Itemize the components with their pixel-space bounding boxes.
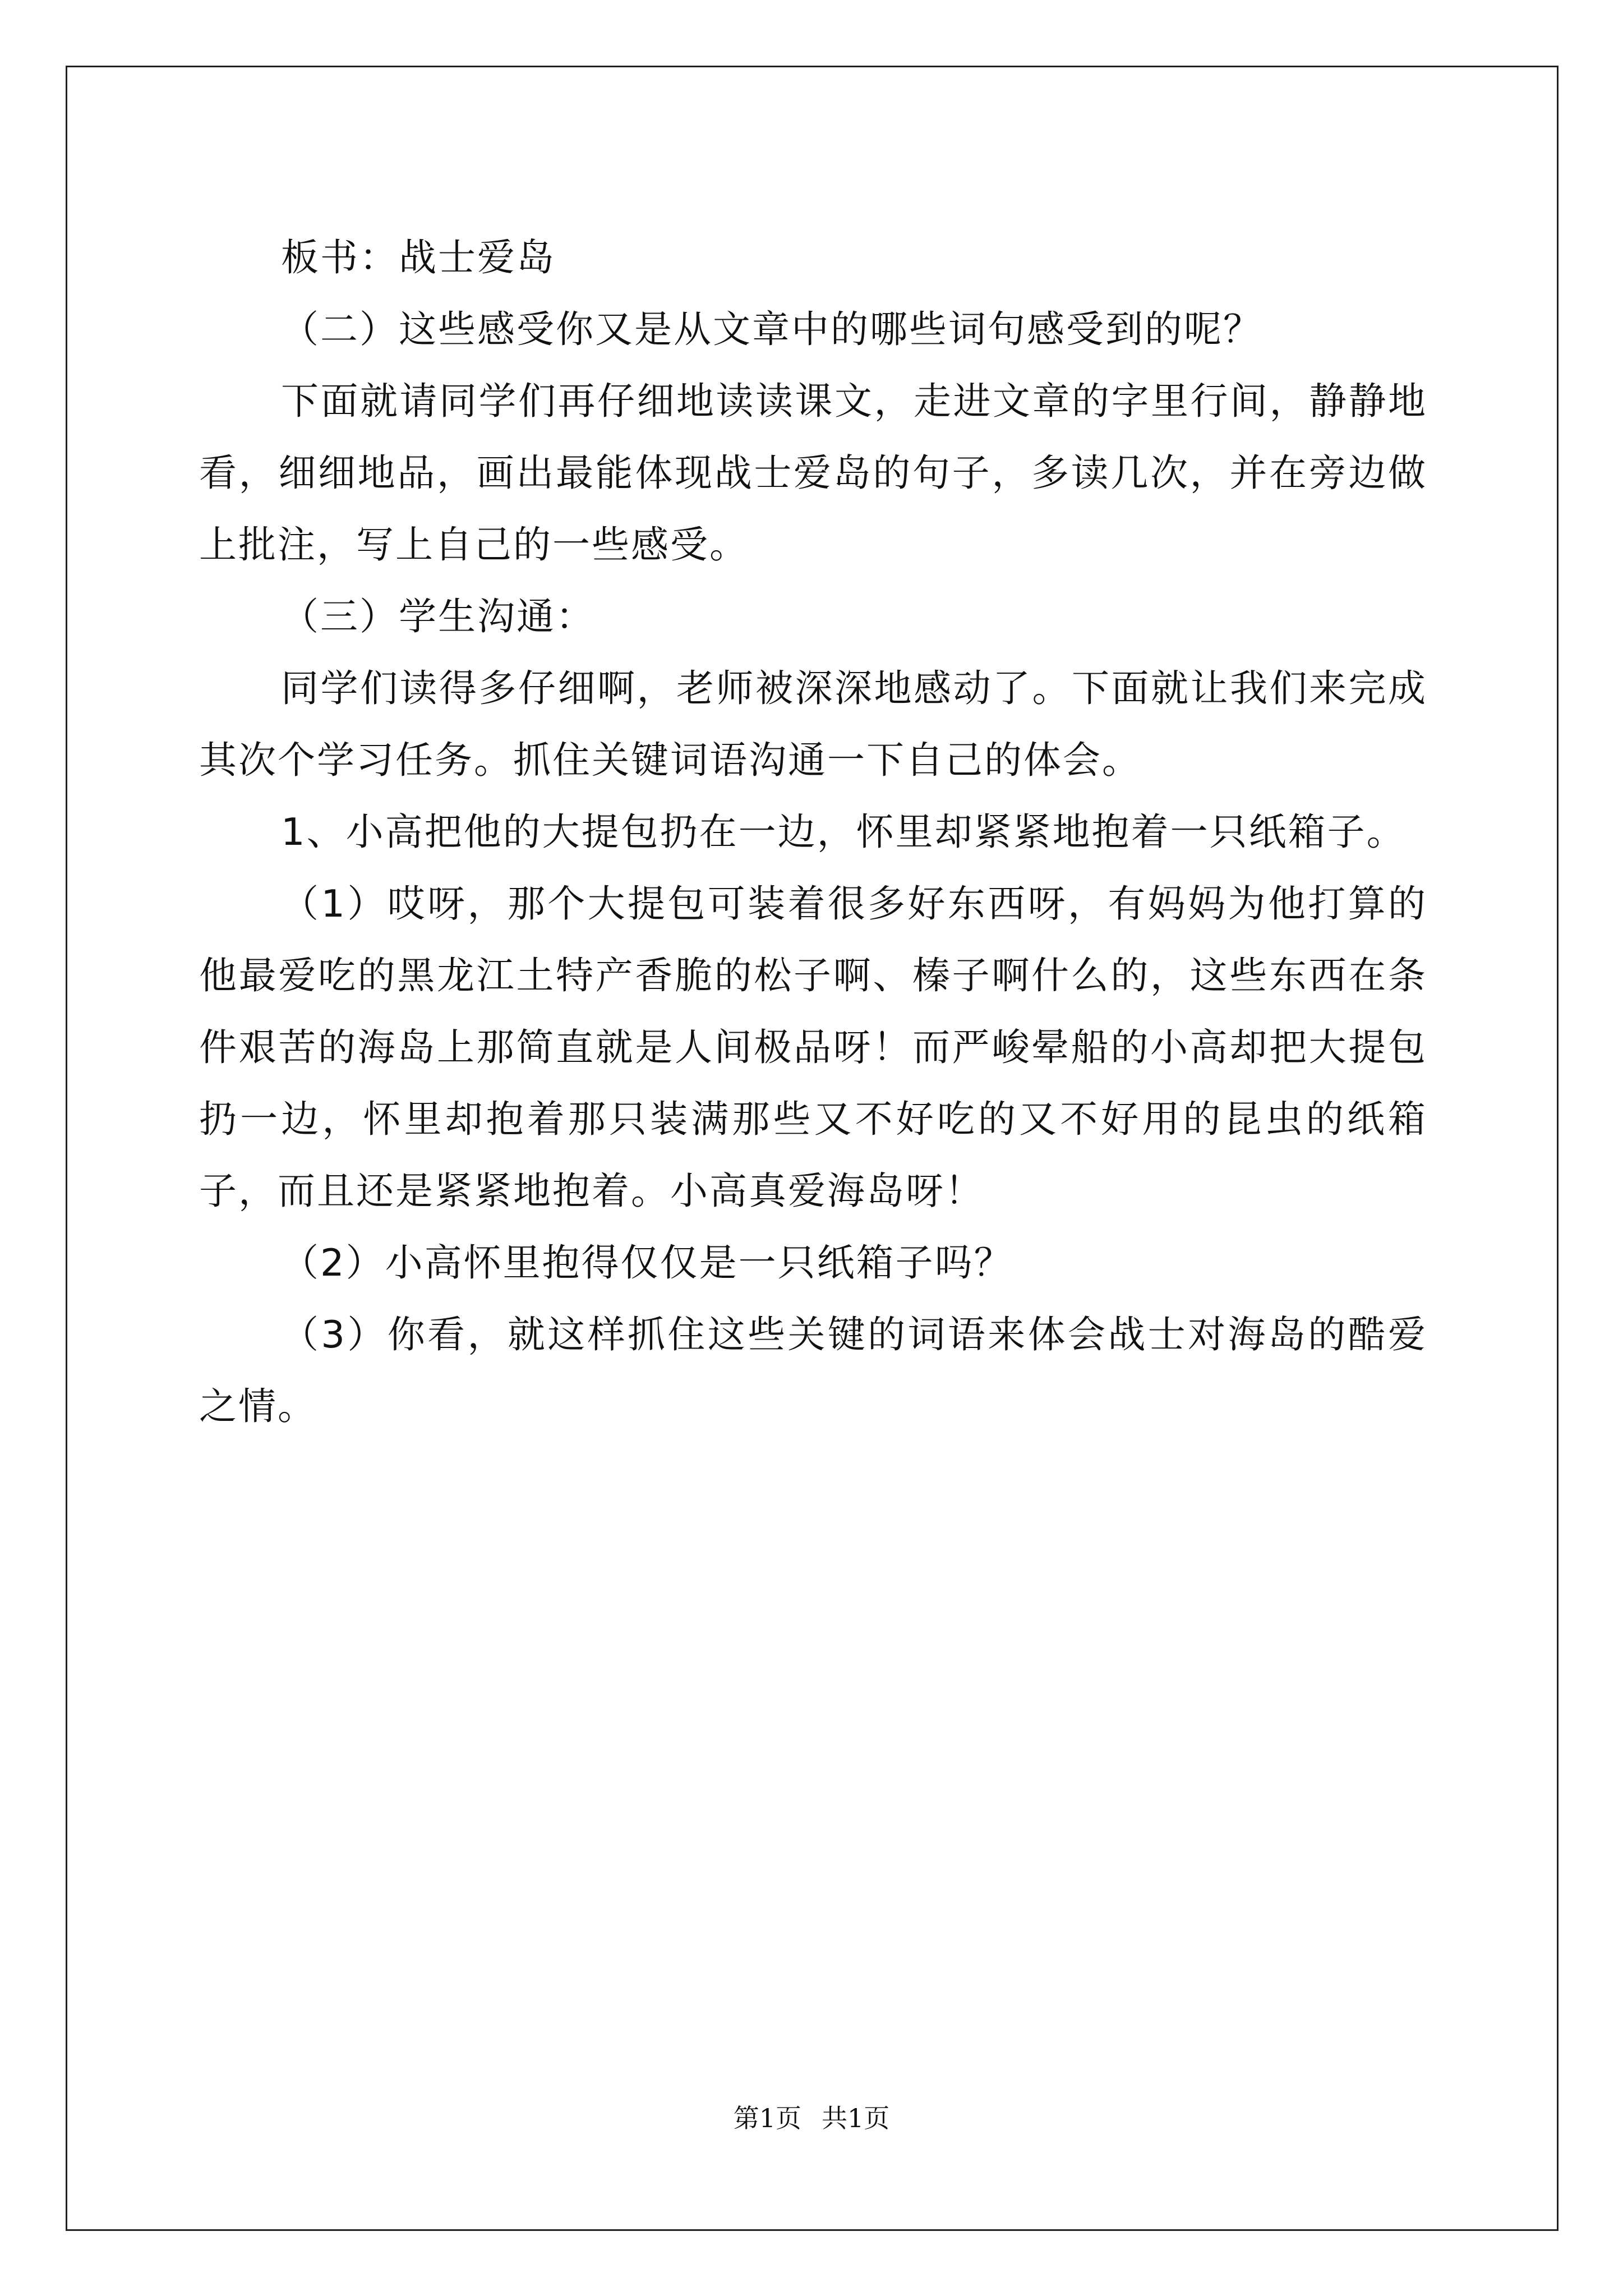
paragraph-point-one: （1）哎呀，那个大提包可装着很多好东西呀，有妈妈为他打算的他最爱吃的黑龙江土特产香脆的松子啊、榛子啊什么的，这些东西在条件艰苦的海岛上那简直就是人间极品呀！而严峻晕船的小高却把大提包扔一边，怀里却抱着那只装满那些又不好吃的又不好用的昆虫的纸箱子，而且还是紧紧地抱着。小高真爱海岛呀！	[199, 882, 1427, 1213]
paragraph-question-two: （二）这些感受你又是从文章中的哪些词句感受到的呢？	[281, 307, 1262, 351]
page-number-current: 第1页	[733, 2103, 801, 2133]
paragraph-point-two: （2）小高怀里抱得仅仅是一只纸箱子吗？	[281, 1241, 1013, 1285]
paragraph-sentence-one: 1、小高把他的大提包扔在一边，怀里却紧紧地抱着一只纸箱子。	[281, 810, 1406, 854]
paragraph-section-three: （三）学生沟通：	[281, 595, 595, 638]
paragraph-board-title: 板书：战士爱岛	[281, 236, 556, 279]
document-body	[199, 222, 1427, 1442]
paragraph-second-task: 同学们读得多仔细啊，老师被深深地感动了。下面就让我们来完成其次个学习任务。抓住关键词语沟通一下自己的体会。	[199, 666, 1427, 782]
page-number-total: 共1页	[822, 2103, 890, 2133]
paragraph-reading-instruction: 下面就请同学们再仔细地读读课文，走进文章的字里行间，静静地看，细细地品，画出最能体现战士爱岛的句子，多读几次，并在旁边做上批注，写上自己的一些感受。	[199, 379, 1427, 567]
paragraph-point-three: （3）你看，就这样抓住这些关键的词语来体会战士对海岛的酷爱之情。	[199, 1313, 1427, 1428]
page-footer	[0, 2098, 1623, 2135]
